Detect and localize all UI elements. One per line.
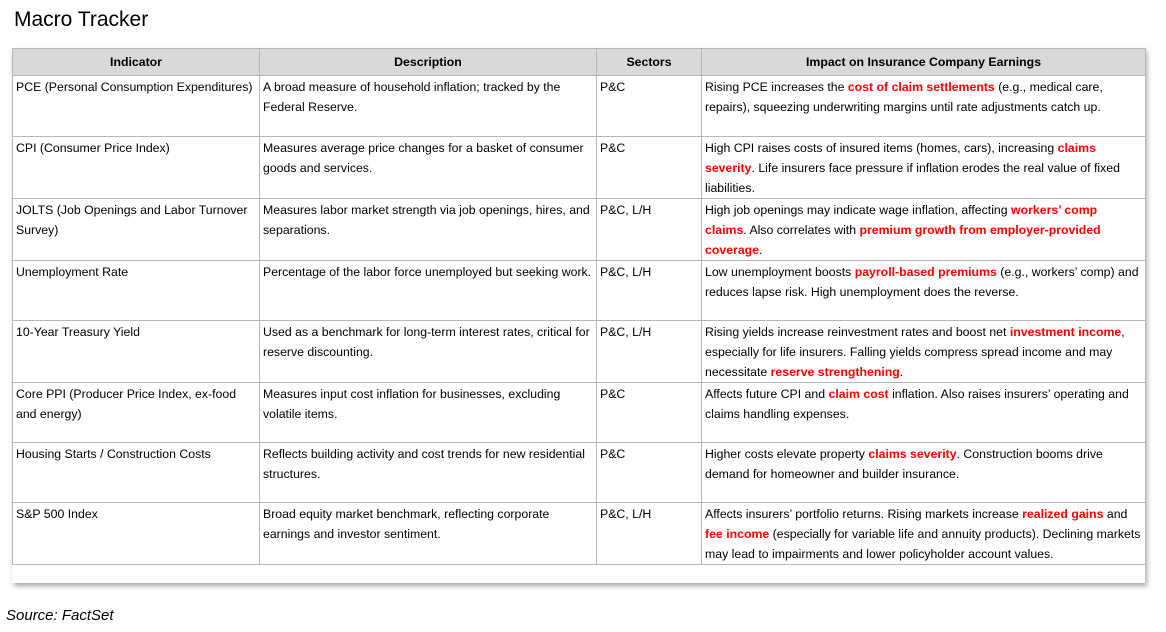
impact-highlight: claims severity (868, 447, 957, 461)
macro-tracker-table-panel (12, 48, 1145, 583)
cell-description: Used as a benchmark for long-term interest rates, critical for reserve discounting. (260, 321, 597, 383)
cell-sectors: P&C (597, 76, 702, 137)
impact-highlight: workers’ comp claims (705, 203, 1098, 237)
impact-highlight: payroll-based premiums (854, 265, 997, 279)
impact-text: . (899, 365, 904, 379)
cell-indicator: S&P 500 Index (13, 503, 260, 565)
impact-text: Low unemployment boosts (705, 265, 855, 279)
impact-highlight: premium growth from employer-provided coverage (705, 223, 1101, 257)
cell-description: Percentage of the labor force unemployed but seeking work. (260, 261, 597, 321)
table-row (13, 383, 1146, 443)
cell-impact (702, 199, 1146, 261)
impact-highlight: reserve strengthening (770, 365, 900, 379)
impact-highlight: claim cost (828, 387, 889, 401)
header-indicator: Indicator (13, 49, 260, 76)
impact-text: and (1103, 507, 1128, 521)
cell-description: Measures input cost inflation for businesses, excluding volatile items. (260, 383, 597, 443)
impact-text: Higher costs elevate property (705, 447, 869, 461)
cell-impact (702, 383, 1146, 443)
impact-text: (especially for variable life and annuity products). Declining markets may lead to impairments and lower policyholder account values. (705, 527, 1141, 561)
cell-sectors: P&C (597, 383, 702, 443)
impact-text: , especially for life insurers. Falling yields compress spread income and may necessitate (705, 325, 1125, 379)
cell-sectors: P&C, L/H (597, 199, 702, 261)
header-impact: Impact on Insurance Company Earnings (702, 49, 1146, 76)
table-row (13, 443, 1146, 503)
impact-highlight: realized gains (1022, 507, 1104, 521)
table-body (13, 76, 1146, 565)
cell-indicator: Core PPI (Producer Price Index, ex-food and energy) (13, 383, 260, 443)
impact-text: . Also correlates with (743, 223, 860, 237)
table-row (13, 76, 1146, 137)
impact-text: Affects future CPI and (705, 387, 829, 401)
impact-text: . (759, 243, 763, 257)
header-description: Description (260, 49, 597, 76)
cell-description: Measures labor market strength via job openings, hires, and separations. (260, 199, 597, 261)
cell-impact (702, 503, 1146, 565)
cell-description: Measures average price changes for a basket of consumer goods and services. (260, 137, 597, 199)
cell-description: Reflects building activity and cost trends for new residential structures. (260, 443, 597, 503)
impact-text: inflation. Also raises insurers’ operating and claims handling expenses. (705, 387, 1129, 421)
cell-sectors: P&C, L/H (597, 503, 702, 565)
cell-sectors: P&C, L/H (597, 261, 702, 321)
cell-sectors: P&C, L/H (597, 321, 702, 383)
cell-impact (702, 261, 1146, 321)
macro-tracker-table (12, 48, 1146, 565)
impact-highlight: investment income (1009, 325, 1122, 339)
table-row (13, 321, 1146, 383)
impact-text: High CPI raises costs of insured items (homes, cars), increasing (705, 141, 1058, 155)
impact-text: Rising yields increase reinvestment rates and boost net (705, 325, 1010, 339)
cell-sectors: P&C (597, 443, 702, 503)
cell-indicator: JOLTS (Job Openings and Labor Turnover Survey) (13, 199, 260, 261)
impact-highlight: claims severity (705, 141, 1096, 175)
table-row (13, 137, 1146, 199)
cell-indicator: 10-Year Treasury Yield (13, 321, 260, 383)
impact-text: . Life insurers face pressure if inflation erodes the real value of fixed liabilities. (705, 161, 1120, 195)
source-note: Source: FactSet (6, 607, 114, 624)
impact-highlight: fee income (705, 527, 770, 541)
table-row (13, 503, 1146, 565)
page-title: Macro Tracker (14, 8, 149, 31)
cell-description: Broad equity market benchmark, reflecting corporate earnings and investor sentiment. (260, 503, 597, 565)
impact-text: High job openings may indicate wage inflation, affecting (705, 203, 1012, 217)
table-row (13, 199, 1146, 261)
impact-text: Rising PCE increases the (705, 80, 848, 94)
cell-indicator: CPI (Consumer Price Index) (13, 137, 260, 199)
impact-text: . Construction booms drive demand for homeowner and builder insurance. (705, 447, 1103, 481)
cell-impact (702, 76, 1146, 137)
header-sectors: Sectors (597, 49, 702, 76)
table-row (13, 261, 1146, 321)
impact-text: (e.g., workers’ comp) and reduces lapse risk. High unemployment does the reverse. (705, 265, 1139, 299)
impact-highlight: cost of claim settlements (847, 80, 995, 94)
impact-text: Affects insurers’ portfolio returns. Rising markets increase (705, 507, 1023, 521)
cell-indicator: Unemployment Rate (13, 261, 260, 321)
cell-impact (702, 443, 1146, 503)
cell-indicator: PCE (Personal Consumption Expenditures) (13, 76, 260, 137)
cell-impact (702, 137, 1146, 199)
cell-sectors: P&C (597, 137, 702, 199)
table-header-row (13, 49, 1146, 76)
impact-text: (e.g., medical care, repairs), squeezing underwriting margins until rate adjustments catch up. (705, 80, 1103, 114)
cell-indicator: Housing Starts / Construction Costs (13, 443, 260, 503)
cell-impact (702, 321, 1146, 383)
cell-description: A broad measure of household inflation; tracked by the Federal Reserve. (260, 76, 597, 137)
